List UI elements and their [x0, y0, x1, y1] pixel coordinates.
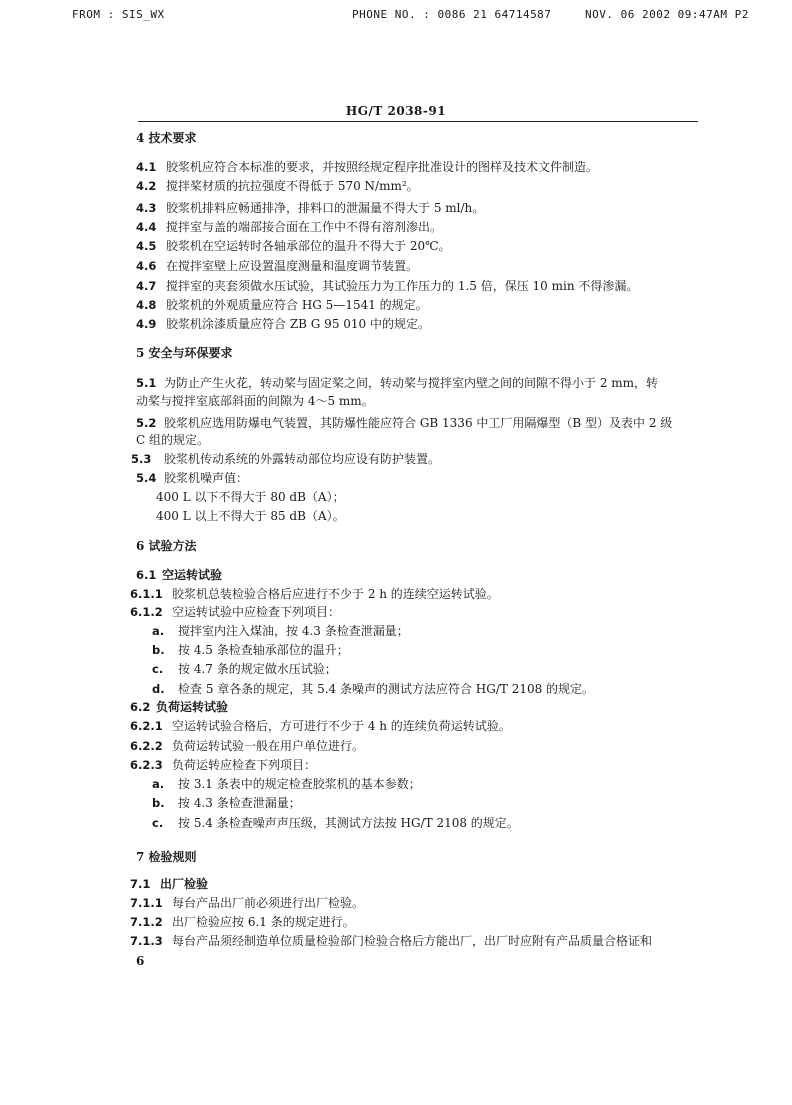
clause-number: c.	[152, 816, 164, 830]
clause-number: 4.8	[136, 298, 157, 312]
clause-text: 搅拌室内注入煤油，按 4.3 条检查泄漏量；	[178, 624, 409, 638]
clause-6-1: 6.1 空运转试验	[136, 568, 223, 582]
clause-5-4: 5.4 胶浆机噪声值：	[136, 471, 249, 485]
list-item	[152, 816, 519, 830]
clause-text: 胶浆机应符合本标准的要求，并按照经规定程序批准设计的图样及技术文件制造。	[166, 160, 599, 174]
clause-7-1-1: 7.1.1 每台产品出厂前必须进行出厂检验。	[130, 896, 365, 910]
clause-6-2-2: 6.2.2 负荷运转试验一般在用户单位进行。	[130, 739, 365, 753]
clause-item	[136, 220, 442, 234]
clause-text: 搅拌室的夹套须做水压试验，其试验压力为工作压力的 1.5 倍，保压 10 min 不得渗漏。	[166, 279, 639, 293]
clause-item	[136, 298, 428, 312]
clause-number: 4.7	[136, 279, 157, 293]
clause-number: 4.9	[136, 317, 157, 331]
page-number: 6	[136, 954, 145, 968]
clause-6-2-1: 6.2.1 空运转试验合格后，方可进行不少于 4 h 的连续负荷运转试验。	[130, 719, 511, 733]
list-item	[152, 662, 337, 676]
section-4-title: 4 技术要求	[136, 131, 197, 145]
clause-text: 搅拌室与盖的端部接合面在工作中不得有溶剂渗出。	[166, 220, 443, 234]
clause-text: 搅拌桨材质的抗拉强度不得低于 570 N/mm²。	[166, 179, 419, 193]
clause-text: 在搅拌室壁上应设置温度测量和温度调节装置。	[166, 259, 419, 273]
clause-text: 按 4.5 条检查轴承部位的温升；	[178, 643, 349, 657]
clause-text: 胶浆机排料应畅通排净，排料口的泄漏量不得大于 5 ml/h。	[166, 201, 485, 215]
list-item	[152, 777, 421, 791]
clause-text: 胶浆机涂漆质量应符合 ZB G 95 010 中的规定。	[166, 317, 430, 331]
clause-item	[136, 239, 451, 253]
clause-number: 4.4	[136, 220, 157, 234]
clause-number: 4.3	[136, 201, 157, 215]
clause-number: 4.5	[136, 239, 157, 253]
section-7-title: 7 检验规则	[136, 850, 197, 864]
clause-5-2-cont: C 组的规定。	[136, 433, 209, 447]
clause-item	[136, 259, 418, 273]
clause-5-1-cont: 动桨与搅拌室底部斜面的间隙为 4～5 mm。	[136, 394, 374, 408]
list-item	[152, 682, 594, 696]
clause-number: c.	[152, 662, 164, 676]
clause-6-1-2: 6.1.2 空运转试验中应检查下列项目：	[130, 605, 341, 619]
clause-number: b.	[152, 796, 165, 810]
section-6-title: 6 试验方法	[136, 539, 197, 553]
list-item	[152, 796, 301, 810]
noise-limit-1: 400 L 以下不得大于 80 dB（A）；	[156, 490, 345, 504]
section-5-title: 5 安全与环保要求	[136, 346, 233, 360]
clause-text: 按 4.3 条检查泄漏量；	[178, 796, 301, 810]
fax-date: NOV. 06 2002 09:47AM P2	[585, 8, 749, 21]
clause-number: 4.2	[136, 179, 157, 193]
clause-text: 按 4.7 条的规定做水压试验；	[178, 662, 337, 676]
clause-7-1-3: 7.1.3 每台产品须经制造单位质量检验部门检验合格后方能出厂，出厂时应附有产品质量合格证和	[130, 934, 653, 948]
clause-text: 按 5.4 条检查噪声声压级，其测试方法按 HG/T 2108 的规定。	[178, 816, 519, 830]
clause-item	[136, 317, 430, 331]
fax-header	[0, 8, 792, 24]
clause-text: 胶浆机的外观质量应符合 HG 5—1541 的规定。	[166, 298, 428, 312]
clause-item	[136, 201, 484, 215]
standard-header: HG/T 2038-91	[345, 104, 447, 118]
clause-6-2: 6.2 负荷运转试验	[130, 700, 229, 714]
clause-7-1: 7.1 出厂检验	[130, 877, 209, 891]
clause-5-3: 5.3 胶浆机传动系统的外露转动部位均应设有防护装置。	[131, 452, 441, 466]
list-item	[152, 643, 349, 657]
clause-item	[136, 279, 638, 293]
clause-text: 胶浆机在空运转时各轴承部位的温升不得大于 20℃。	[166, 239, 451, 253]
clause-6-1-1: 6.1.1 胶浆机总装检验合格后应进行不少于 2 h 的连续空运转试验。	[130, 587, 499, 601]
clause-item	[136, 179, 419, 193]
clause-number: a.	[152, 777, 165, 791]
clause-number: a.	[152, 624, 165, 638]
list-item	[152, 624, 409, 638]
clause-7-1-2: 7.1.2 出厂检验应按 6.1 条的规定进行。	[130, 915, 355, 929]
clause-text: 按 3.1 条表中的规定检查胶浆机的基本参数；	[178, 777, 421, 791]
fax-phone: PHONE NO. : 0086 21 64714587	[352, 8, 552, 21]
clause-number: 4.6	[136, 259, 157, 273]
noise-limit-2: 400 L 以上不得大于 85 dB（A）。	[156, 509, 345, 523]
clause-number: 4.1	[136, 160, 157, 174]
clause-number: d.	[152, 682, 165, 696]
fax-from: FROM : SIS_WX	[72, 8, 165, 21]
header-rule	[138, 121, 698, 122]
clause-6-2-3: 6.2.3 负荷运转应检查下列项目：	[130, 758, 317, 772]
clause-item	[136, 160, 598, 174]
clause-number: b.	[152, 643, 165, 657]
clause-text: 检查 5 章各条的规定，其 5.4 条噪声的测试方法应符合 HG/T 2108 的规定。	[178, 682, 595, 696]
clause-5-1: 5.1 为防止产生火花，转动桨与固定桨之间，转动桨与搅拌室内壁之间的间隙不得小于 2 mm，转	[136, 376, 659, 390]
clause-5-2: 5.2 胶浆机应选用防爆电气装置，其防爆性能应符合 GB 1336 中工厂用隔爆型（B 型）及表中 2 级	[136, 416, 673, 430]
